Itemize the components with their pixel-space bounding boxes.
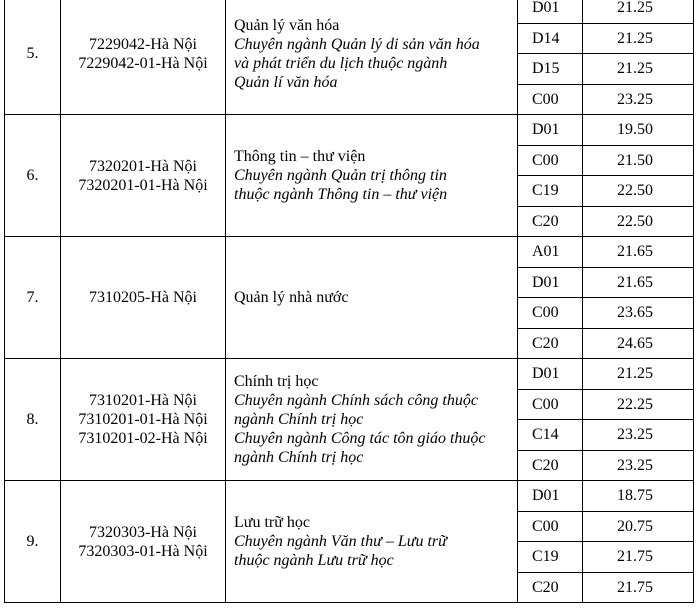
subject-combination: D15 [518, 54, 583, 85]
admission-score-table [4, 0, 694, 603]
major-code: 7229042-01-Hà Nội [78, 54, 208, 72]
admission-score: 21.25 [583, 359, 694, 390]
admission-score: 21.75 [583, 572, 694, 603]
specialization-text: và phát triển du lịch thuộc ngành [234, 54, 448, 72]
admission-score: 21.65 [583, 237, 694, 268]
specialization-text: Quản lí văn hóa [234, 73, 338, 91]
table-row [5, 237, 694, 268]
admission-score: 18.75 [583, 481, 694, 512]
table-row [5, 481, 694, 512]
subject-combination: C00 [518, 511, 583, 542]
major-code: 7320303-01-Hà Nội [78, 542, 208, 560]
major-name: Chính trị học [234, 373, 319, 390]
major-cell [226, 359, 518, 481]
subject-combination: C00 [518, 389, 583, 420]
major-code: 7310201-02-Hà Nội [78, 430, 208, 447]
major-code-cell [61, 481, 226, 603]
major-code: 7320201-Hà Nội [89, 157, 197, 175]
major-code: 7229042-Hà Nội [89, 35, 197, 53]
major-code: 7310201-Hà Nội [89, 392, 197, 409]
major-name: Quản lý nhà nước [234, 289, 349, 306]
major-cell [226, 115, 518, 237]
major-cell [226, 481, 518, 603]
admission-score: 21.25 [583, 54, 694, 85]
admission-score: 23.25 [583, 420, 694, 451]
major-code-cell [61, 359, 226, 481]
row-number: 5. [5, 0, 61, 115]
subject-combination: C00 [518, 84, 583, 115]
specialization-text: ngành Chính trị học [234, 449, 364, 466]
subject-combination: C19 [518, 542, 583, 573]
subject-combination: A01 [518, 237, 583, 268]
subject-combination: D01 [518, 267, 583, 298]
major-name: Quản lý văn hóa [234, 16, 340, 34]
admission-score: 20.75 [583, 511, 694, 542]
subject-combination: C20 [518, 206, 583, 237]
admission-score: 24.65 [583, 328, 694, 359]
specialization-text: Chuyên ngành Văn thư – Lưu trữ [234, 533, 447, 550]
admission-score: 22.50 [583, 176, 694, 207]
major-code: 7320303-Hà Nội [89, 523, 197, 541]
table-row [5, 0, 694, 23]
major-cell [226, 237, 518, 359]
admission-score: 19.50 [583, 115, 694, 146]
subject-combination: C00 [518, 298, 583, 329]
admission-score: 23.25 [583, 450, 694, 481]
subject-combination: D01 [518, 359, 583, 390]
specialization-text: thuộc ngành Thông tin – thư viện [234, 186, 448, 203]
subject-combination: D14 [518, 23, 583, 54]
table-row [5, 115, 694, 146]
major-code: 7320201-01-Hà Nội [78, 176, 208, 194]
major-code-cell [61, 0, 226, 115]
admission-score: 21.50 [583, 145, 694, 176]
subject-combination: C20 [518, 450, 583, 481]
row-number: 8. [5, 359, 61, 481]
row-number: 7. [5, 237, 61, 359]
specialization-text: Chuyên ngành Quản trị thông tin [234, 167, 447, 184]
specialization-text: ngành Chính trị học [234, 411, 364, 428]
subject-combination: C19 [518, 176, 583, 207]
admission-score: 22.50 [583, 206, 694, 237]
admission-score: 22.25 [583, 389, 694, 420]
major-code: 7310201-01-Hà Nội [78, 411, 208, 428]
admission-score: 21.75 [583, 542, 694, 573]
major-code: 7310205-Hà Nội [89, 289, 197, 306]
subject-combination: C20 [518, 328, 583, 359]
admission-score: 23.65 [583, 298, 694, 329]
admission-score: 21.25 [583, 23, 694, 54]
table-row [5, 359, 694, 390]
subject-combination: D01 [518, 481, 583, 512]
subject-combination: C14 [518, 420, 583, 451]
specialization-text: Chuyên ngành Công tác tôn giáo thuộc [234, 430, 486, 447]
specialization-text: thuộc ngành Lưu trữ học [234, 552, 394, 569]
subject-combination: D01 [518, 0, 583, 23]
major-code-cell [61, 115, 226, 237]
admission-score: 23.25 [583, 84, 694, 115]
subject-combination: D01 [518, 115, 583, 146]
specialization-text: Chuyên ngành Quản lý di sản văn hóa [234, 35, 480, 53]
row-number: 6. [5, 115, 61, 237]
admission-score: 21.25 [583, 0, 694, 23]
subject-combination: C00 [518, 145, 583, 176]
major-cell [226, 0, 518, 115]
major-name: Lưu trữ học [234, 514, 310, 531]
major-name: Thông tin – thư viện [234, 148, 366, 165]
admission-score: 21.65 [583, 267, 694, 298]
specialization-text: Chuyên ngành Chính sách công thuộc [234, 392, 478, 409]
row-number: 9. [5, 481, 61, 603]
major-code-cell [61, 237, 226, 359]
subject-combination: C20 [518, 572, 583, 603]
